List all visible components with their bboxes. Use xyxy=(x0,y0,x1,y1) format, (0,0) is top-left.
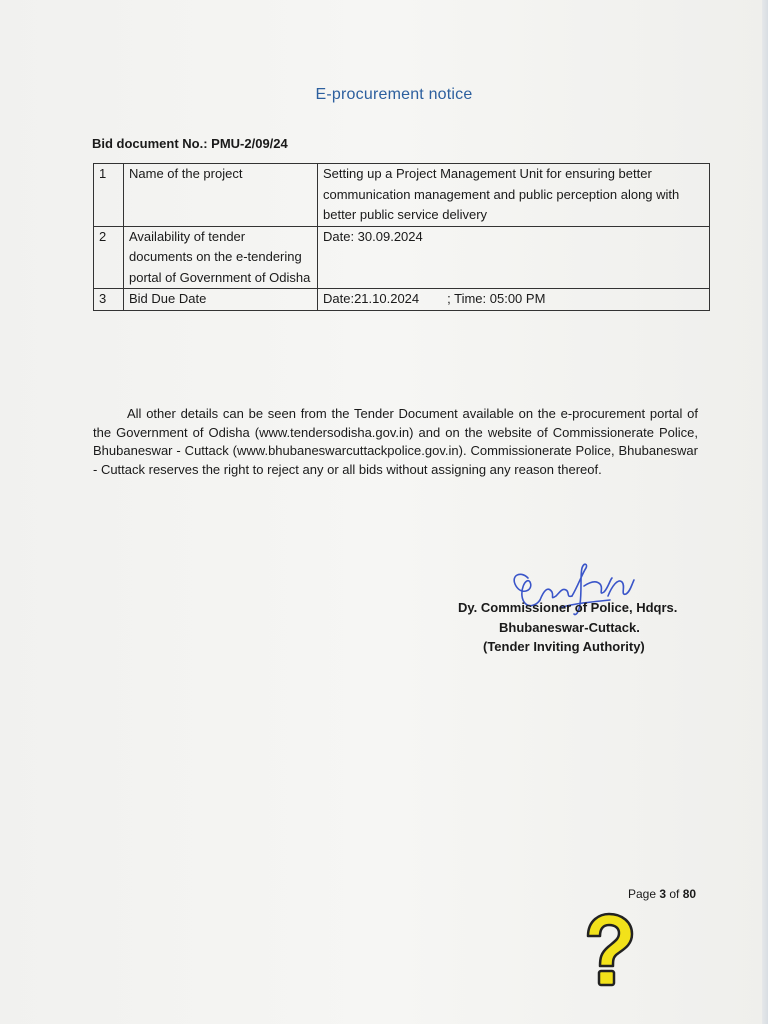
details-table xyxy=(93,163,710,311)
page-number: Page 3 of 80 xyxy=(628,887,697,901)
question-mark-icon[interactable] xyxy=(578,912,638,988)
notice-title: E-procurement notice xyxy=(315,86,473,103)
signatory-authority: (Tender Inviting Authority) xyxy=(483,639,645,654)
total-pages: 80 xyxy=(682,887,697,901)
row-value-cell xyxy=(318,289,710,311)
signatory-block xyxy=(430,598,700,657)
row-number: 3 xyxy=(94,289,124,311)
row-value: Setting up a Project Management Unit for ensuring better communication management and public perception along with better public service delivery xyxy=(318,164,710,227)
current-page: 3 xyxy=(659,887,667,901)
row-value: Date: 30.09.2024 xyxy=(318,226,710,289)
page-edge xyxy=(762,0,768,1024)
row-number: 1 xyxy=(94,164,124,227)
bid-due-date: Date:21.10.2024 xyxy=(323,291,420,306)
row-label: Name of the project xyxy=(124,164,318,227)
table-row xyxy=(94,164,710,227)
table-row xyxy=(94,226,710,289)
details-paragraph: All other details can be seen from the Tender Document available on the e-procurement portal of the Government of Odisha (www.tendersodisha.gov.in) and on the website of Commissionerate Police, Bhubaneswar - Cuttack (www.bhubaneswarcuttackpolice.gov.in). Commissionerate Police, Bhubaneswar - Cuttack reserves the right to reject any or all bids without assigning any reason thereof. xyxy=(93,406,698,477)
row-label: Bid Due Date xyxy=(124,289,318,311)
bid-document-number: Bid document No.: PMU-2/09/24 xyxy=(92,136,288,151)
row-label: Availability of tender documents on the e-tendering portal of Government of Odisha xyxy=(124,226,318,289)
bid-due-time: ; Time: 05:00 PM xyxy=(447,291,546,306)
row-number: 2 xyxy=(94,226,124,289)
signatory-location: Bhubaneswar-Cuttack. xyxy=(499,619,640,635)
table-row xyxy=(94,289,710,311)
signatory-designation: Dy. Commissioner of Police, Hdqrs. xyxy=(458,600,678,615)
